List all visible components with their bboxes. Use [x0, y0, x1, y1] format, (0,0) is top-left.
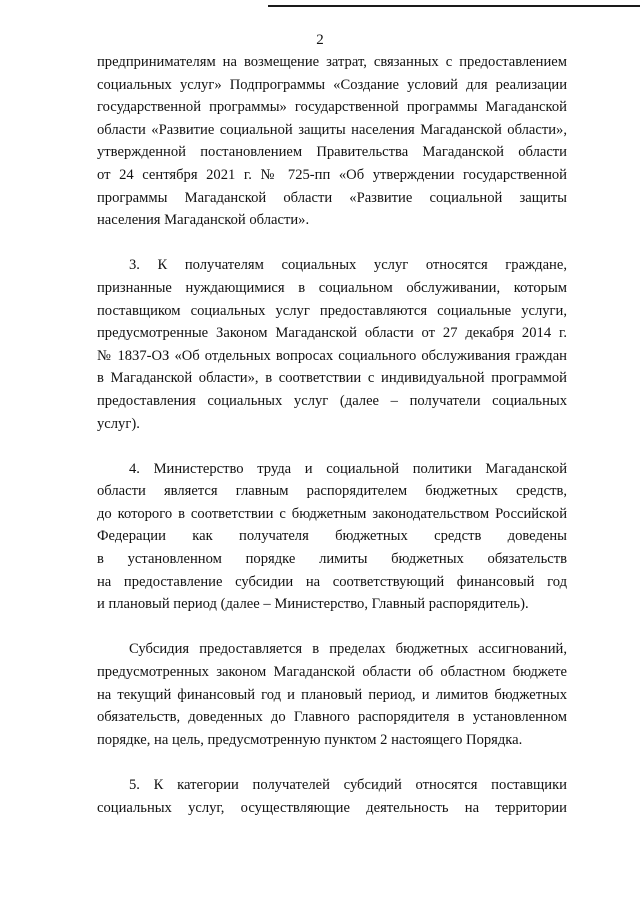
- document-body: [97, 51, 567, 819]
- paragraph-item-3: [97, 254, 567, 435]
- text-line: предусмотренных законом Магаданской области об областном бюджете: [97, 664, 567, 681]
- text-line: № 1837-ОЗ «Об отдельных вопросах социального обслуживания граждан: [97, 347, 567, 364]
- text-line: области является главным распорядителем бюджетных средств,: [97, 483, 567, 500]
- text-line: программы Магаданской области «Развитие социальной защиты: [97, 189, 567, 206]
- text-line: услуг).: [97, 415, 140, 432]
- text-line: социальных услуг, осуществляющие деятельность на территории: [97, 799, 567, 816]
- paragraph-subsidy: [97, 638, 567, 751]
- text-line: предусмотренные Законом Магаданской области от 27 декабря 2014 г.: [97, 325, 567, 342]
- text-line: на текущий финансовый год и плановый период, и лимитов бюджетных: [97, 686, 567, 703]
- text-line: 3. К получателям социальных услуг относятся граждане,: [129, 257, 567, 274]
- text-line: и плановый период (далее – Министерство, Главный распорядитель).: [97, 596, 529, 613]
- text-line: в Магаданской области», в соответствии с индивидуальной программой: [97, 370, 567, 387]
- text-line: порядке, на цель, предусмотренную пунктом 2 настоящего Порядка.: [97, 731, 523, 748]
- text-line: признанные нуждающимися в социальном обслуживании, которым: [97, 279, 567, 296]
- text-line: государственной программы» государственной программы Магаданской: [97, 99, 567, 116]
- text-line: 5. К категории получателей субсидий относятся поставщики: [129, 777, 567, 793]
- paragraph-continuation: [97, 51, 567, 232]
- paragraph-item-5: [97, 774, 567, 819]
- text-line: Субсидия предоставляется в пределах бюджетных ассигнований,: [129, 641, 567, 658]
- text-line: на предоставление субсидии на соответствующий финансовый год: [97, 573, 567, 590]
- text-line: Федерации как получателя бюджетных средств доведены: [97, 528, 567, 545]
- text-line: населения Магаданской области».: [97, 212, 310, 229]
- page-number: 2: [316, 32, 324, 48]
- text-line: предпринимателям на возмещение затрат, связанных с предоставлением: [97, 54, 567, 70]
- text-line: в установленном порядке лимиты бюджетных обязательств: [97, 551, 567, 568]
- text-line: области «Развитие социальной защиты населения Магаданской области»,: [97, 121, 567, 138]
- text-line: социальных услуг» Подпрограммы «Создание условий для реализации: [97, 76, 567, 93]
- text-line: обязательств, доведенных до Главного распорядителя в установленном: [97, 709, 567, 726]
- text-line: утвержденной постановлением Правительства Магаданской области: [97, 144, 567, 161]
- text-line: до которого в соответствии с бюджетным законодательством Российской: [97, 505, 567, 522]
- text-line: предоставления социальных услуг (далее – получатели социальных: [97, 392, 567, 409]
- text-line: 4. Министерство труда и социальной политики Магаданской: [129, 460, 567, 477]
- text-line: поставщиком социальных услуг предоставляются социальные услуги,: [97, 302, 567, 319]
- paragraph-item-4: [97, 458, 567, 616]
- top-rule: [268, 5, 640, 7]
- text-line: от 24 сентября 2021 г. № 725-пп «Об утверждении государственной: [97, 166, 567, 183]
